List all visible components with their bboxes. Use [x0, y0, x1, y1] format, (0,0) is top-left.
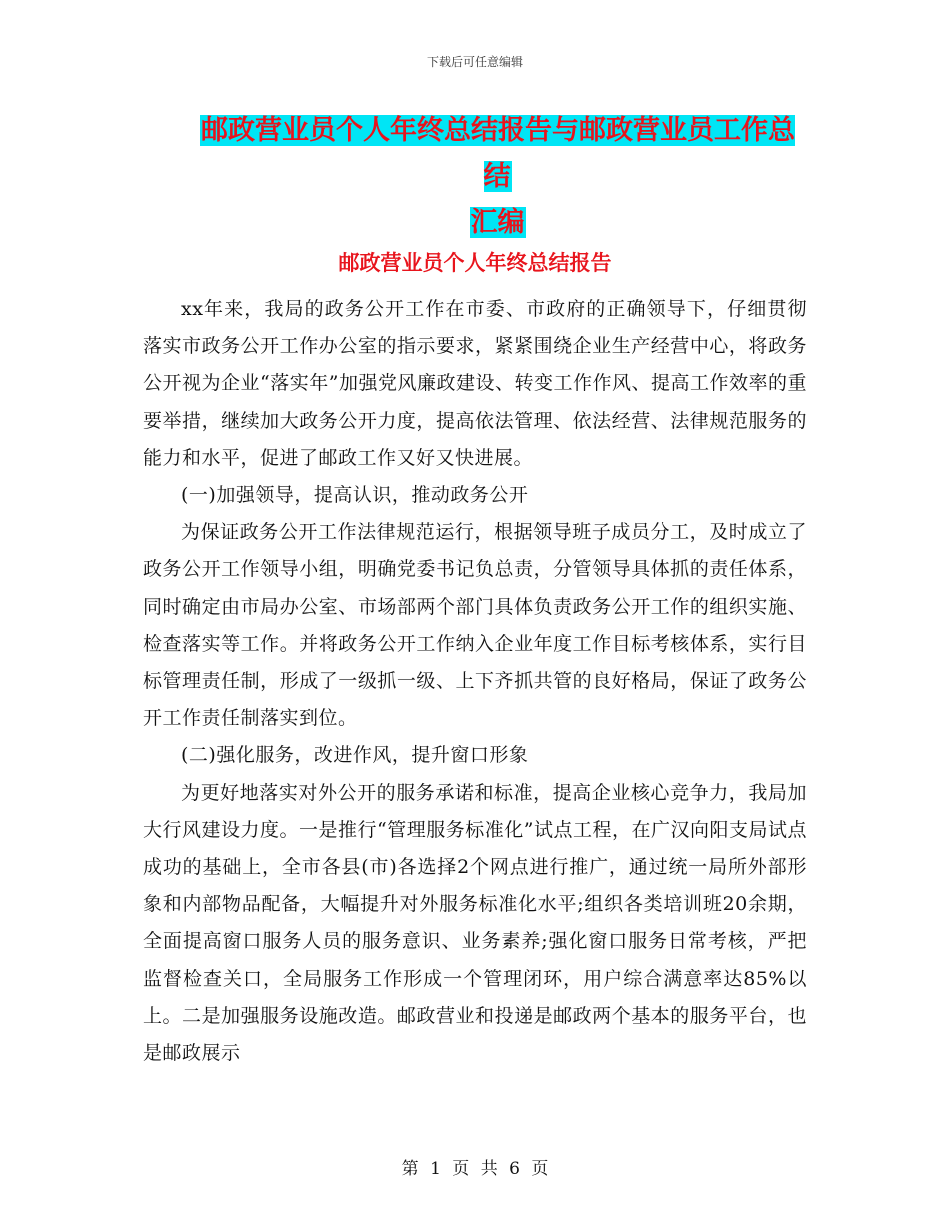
paragraph: xx年来，我局的政务公开工作在市委、市政府的正确领导下，仔细贯彻落实市政务公开工作办公室的指示要求，紧紧围绕企业生产经营中心，将政务公开视为企业“落实年”加强党风廉政建设、转变工作作风、提高工作效率的重要举措，继续加大政务公开力度，提高依法管理、依法经营、法律规范服务的能力和水平，促进了邮政工作又好又快进展。: [143, 298, 807, 469]
document-title: [190, 108, 805, 246]
title-line-1: 邮政营业员个人年终总结报告与邮政营业员工作总结: [201, 115, 795, 192]
section-title: 邮政营业员个人年终总结报告: [338, 251, 612, 275]
paragraph: 为更好地落实对外公开的服务承诺和标准，提高企业核心竞争力，我局加大行风建设力度。一是推行“管理服务标准化”试点工程，在广汉向阳支局试点成功的基础上，全市各县(市)各选择2个网点进行推广，通过统一局所外部形象和内部物品配备，大幅提升对外服务标准化水平;组织各类培训班20余期，全面提高窗口服务人员的服务意识、业务素养;强化窗口服务日常考核，严把监督检查关口，全局服务工作形成一个管理闭环，用户综合满意率达85%以上。二是加强服务设施改造。邮政营业和投递是邮政两个基本的服务平台，也是邮政展示: [143, 781, 807, 1065]
page-footer: 第 1 页 共 6 页: [401, 1159, 549, 1179]
title-line-2: 汇编: [470, 207, 525, 238]
body-text: [143, 291, 807, 1072]
section-heading: (一)加强领导，提高认识，推动政务公开: [181, 484, 529, 507]
paragraph: 为保证政务公开工作法律规范运行，根据领导班子成员分工，及时成立了政务公开工作领导小组，明确党委书记负总责，分管领导具体抓的责任体系，同时确定由市局办公室、市场部两个部门具体负责政务公开工作的组织实施、检查落实等工作。并将政务公开工作纳入企业年度工作目标考核体系，实行目标管理责任制，形成了一级抓一级、上下齐抓共管的良好格局，保证了政务公开工作责任制落实到位。: [143, 521, 807, 730]
section-heading: (二)强化服务，改进作风，提升窗口形象: [181, 744, 529, 767]
header-note: 下载后可任意编辑: [426, 55, 523, 69]
